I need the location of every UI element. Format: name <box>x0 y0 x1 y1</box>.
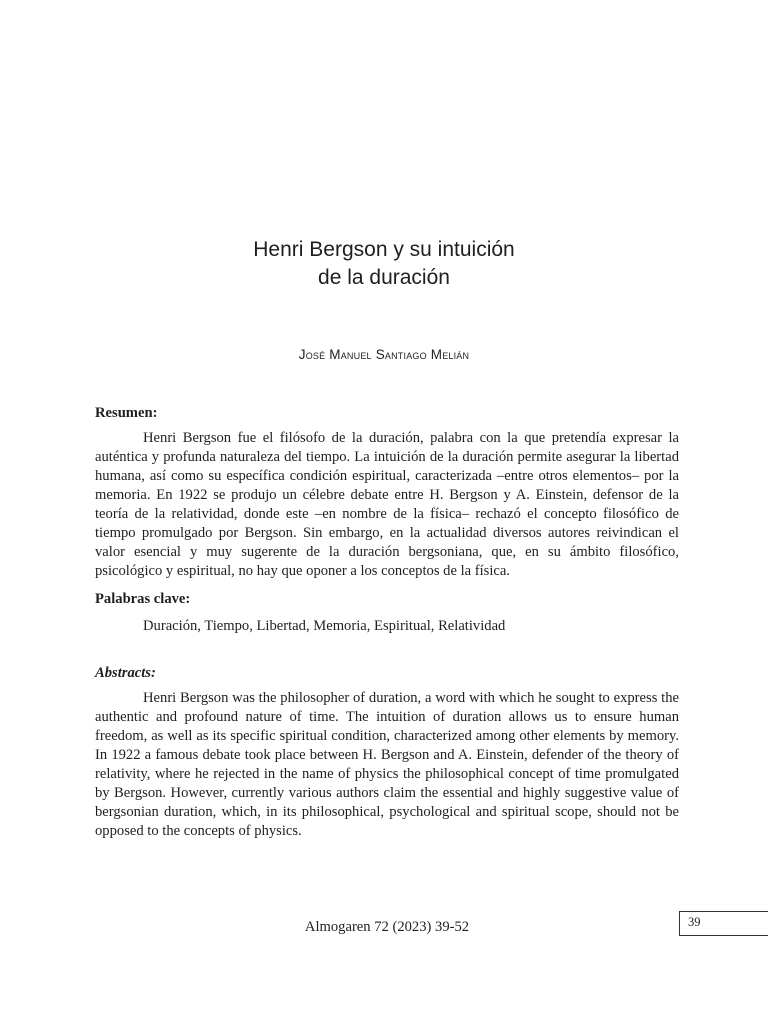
article-title-line-2: de la duración <box>318 266 450 289</box>
page-number-box <box>679 911 768 936</box>
journal-footer: Almogaren 72 (2023) 39-52 <box>304 919 470 935</box>
palabras-clave-list: Duración, Tiempo, Libertad, Memoria, Espiritual, Relatividad <box>143 618 506 634</box>
article-title-line-1: Henri Bergson y su intuición <box>253 238 515 261</box>
section-spacer <box>95 581 679 590</box>
article-content <box>95 404 679 841</box>
resumen-label: Resumen: <box>95 405 158 421</box>
article-author: José Manuel Santiago Melián <box>298 347 470 362</box>
section-spacer <box>95 636 679 664</box>
article-title <box>0 236 768 292</box>
resumen-paragraph: Henri Bergson fue el filósofo de la duración, palabra con la que pretendía expresar la auténtica y profunda naturaleza del tiempo. La intuición de la duración permite asegurar la libertad humana, así como su específica condición espiritual, caracterizada –entre otros elementos– por la memoria. En 1922 se produjo un célebre debate entre H. Bergson y A. Einstein, defensor de la teoría de la relatividad, donde este –en nombre de la física– rechazó el concepto filosófico de tiempo promulgado por Bergson. Sin embargo, en la actualidad diversos autores reivindican el valor esencial y muy sugerente de la duración bergsoniana, que, en su ámbito filosófico, psicológico y espiritual, no hay que oponer a los conceptos de la física. <box>95 430 679 579</box>
abstracts-label: Abstracts: <box>95 665 156 681</box>
page-number: 39 <box>688 915 701 929</box>
palabras-clave-label: Palabras clave: <box>95 591 191 607</box>
abstracts-paragraph: Henri Bergson was the philosopher of duration, a word with which he sought to express the authentic and profound nature of time. The intuition of duration allows us to ensure human freedom, as well as its specific spiritual condition, characterized among other elements by memory. In 1922 a famous debate took place between H. Bergson and A. Einstein, defender of the theory of relativity, where he rejected in the name of physics the philosophical concept of time promulgated by Bergson. However, currently various authors claim the essential and highly suggestive value of bergsonian duration, which, in its philosophical, psychological and spiritual scope, should not be opposed to the concepts of physics. <box>95 690 679 839</box>
